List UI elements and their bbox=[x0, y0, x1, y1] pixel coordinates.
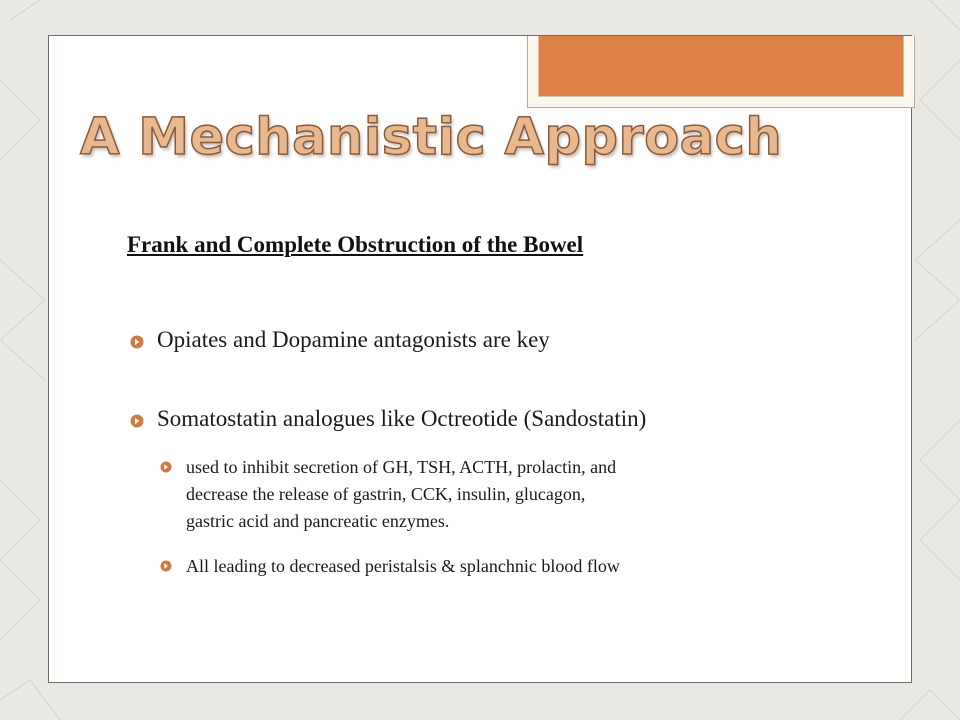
accent-bar bbox=[538, 36, 904, 97]
arrow-circle-right-icon bbox=[130, 414, 144, 428]
arrow-circle-right-icon bbox=[160, 461, 172, 473]
sub-bullet-line: All leading to decreased peristalsis & splanchnic blood flow bbox=[186, 556, 620, 576]
accent-frame bbox=[527, 36, 915, 108]
sub-bullet-line: used to inhibit secretion of GH, TSH, ACTH, prolactin, and bbox=[186, 457, 617, 477]
sub-bullet-text bbox=[186, 454, 616, 535]
bullet-text: Opiates and Dopamine antagonists are key bbox=[157, 327, 550, 352]
sub-bullet-text bbox=[186, 553, 620, 580]
sub-bullet-line: gastric acid and pancreatic enzymes. bbox=[186, 511, 450, 531]
sub-bullet-line: decrease the release of gastrin, CCK, insulin, glucagon, bbox=[186, 484, 586, 504]
arrow-circle-right-icon bbox=[130, 335, 144, 349]
slide-subtitle: Frank and Complete Obstruction of the Bowel bbox=[127, 232, 584, 257]
slide-title: A Mechanistic Approach bbox=[80, 108, 783, 167]
arrow-circle-right-icon bbox=[160, 560, 172, 572]
bullet-text: Somatostatin analogues like Octreotide (Sandostatin) bbox=[157, 406, 647, 431]
